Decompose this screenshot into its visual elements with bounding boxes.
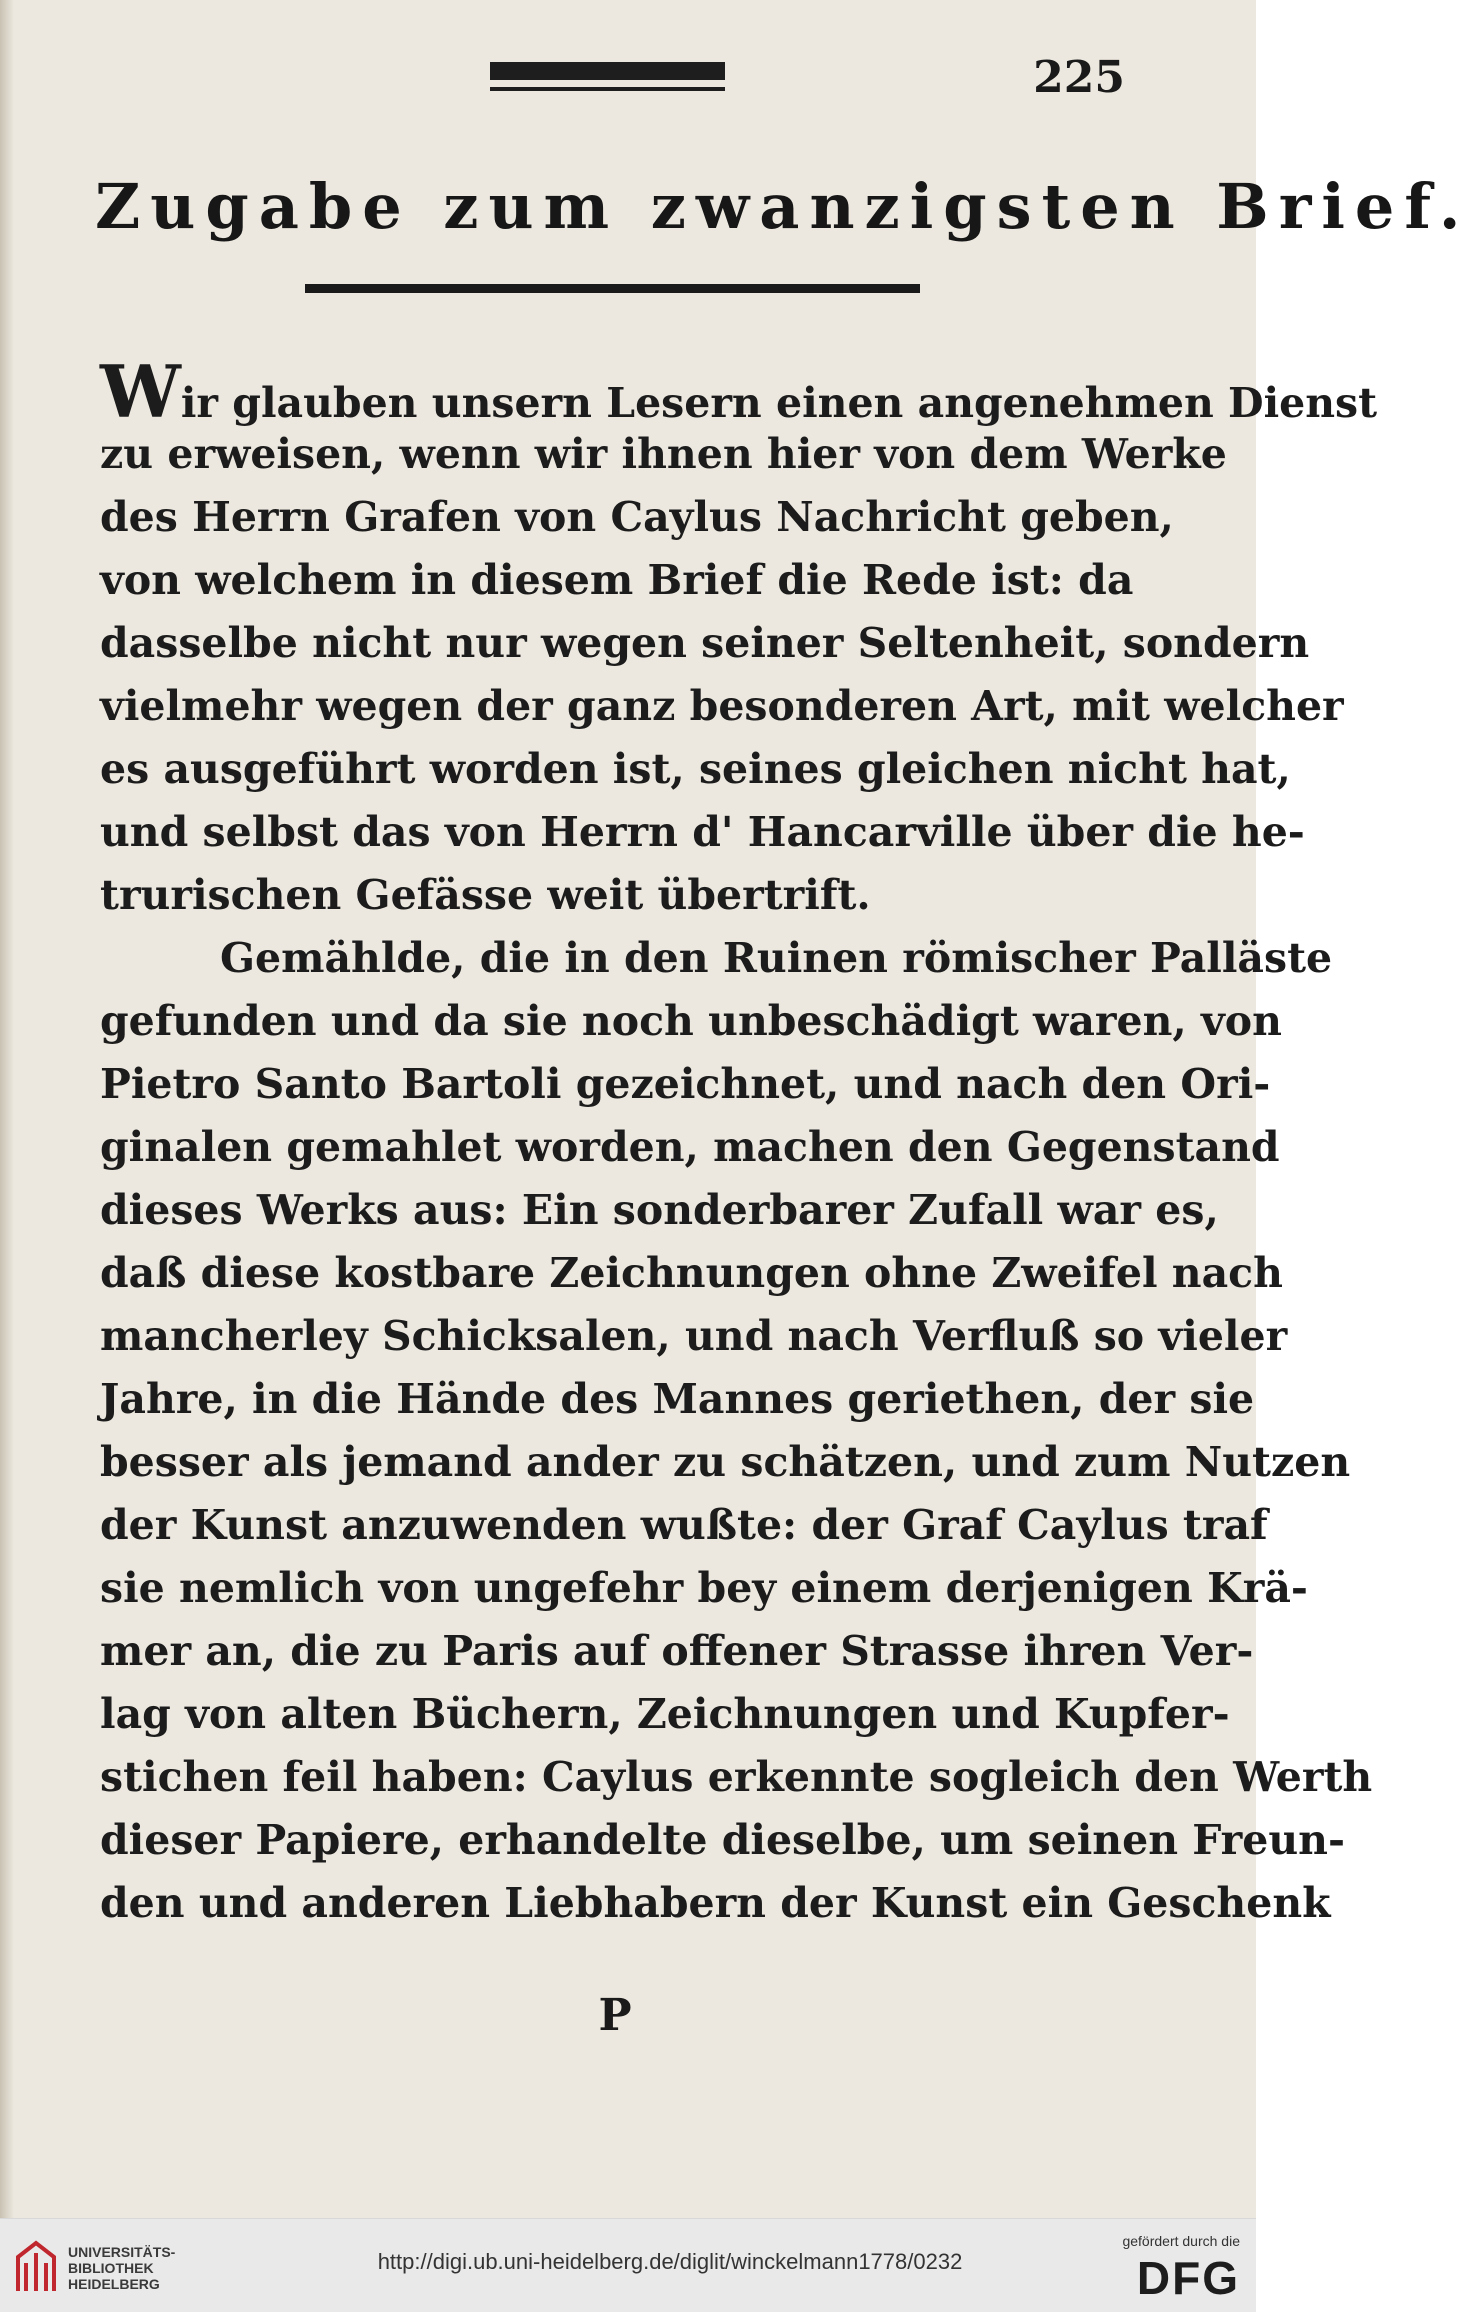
body-text <box>100 349 1378 1935</box>
text-line: lag von alten Büchern, Zeichnungen und Kupfer- <box>100 1690 1230 1738</box>
text-line: zu erweisen, wenn wir ihnen hier von dem Werke <box>100 430 1227 478</box>
text-line: Wir glauben unsern Lesern einen angenehmen Dienst <box>100 349 1378 434</box>
permalink-url[interactable]: http://digi.ub.uni-heidelberg.de/diglit/winckelmann1778/0232 <box>377 2249 963 2274</box>
ornament-thick-rule <box>490 62 725 80</box>
page-number: 225 <box>1033 52 1125 103</box>
text-line: von welchem in diesem Brief die Rede ist: da <box>100 556 1134 604</box>
chapter-title: Zugabe zum zwanzigsten Brief. <box>95 170 1470 243</box>
text-line: mancherley Schicksalen, und nach Verfluß so vieler <box>100 1312 1288 1360</box>
library-name-line: BIBLIOTHEK <box>68 2260 154 2276</box>
text-line: trurischen Gefässe weit übertrift. <box>100 871 871 919</box>
text-line: ginalen gemahlet worden, machen den Gegenstand <box>100 1123 1280 1171</box>
text-line: besser als jemand ander zu schätzen, und zum Nutzen <box>100 1438 1351 1486</box>
funding-caption: gefördert durch die <box>1122 2233 1240 2249</box>
text-line: des Herrn Grafen von Caylus Nachricht geben, <box>100 493 1174 541</box>
text-line: Pietro Santo Bartoli gezeichnet, und nach den Ori- <box>100 1060 1271 1108</box>
text-line: stichen feil haben: Caylus erkennte sogleich den Werth <box>100 1753 1373 1801</box>
text-line: sie nemlich von ungefehr bey einem derjenigen Krä- <box>100 1564 1308 1612</box>
text-line: dieser Papiere, erhandelte dieselbe, um seinen Freun- <box>100 1816 1345 1864</box>
title-rule <box>305 284 920 293</box>
library-name-line: HEIDELBERG <box>68 2276 160 2292</box>
footer-bar <box>0 2218 1256 2312</box>
text-line: vielmehr wegen der ganz besonderen Art, mit welcher <box>100 682 1344 730</box>
text-line: der Kunst anzuwenden wußte: der Graf Caylus traf <box>100 1501 1268 1549</box>
text-line: den und anderen Liebhabern der Kunst ein Geschenk <box>100 1879 1331 1927</box>
header-ornament <box>490 56 725 96</box>
text-line: Jahre, in die Hände des Mannes geriethen, der sie <box>100 1375 1255 1423</box>
text-line: mer an, die zu Paris auf offener Strasse ihren Ver- <box>100 1627 1254 1675</box>
library-name-line: UNIVERSITÄTS- <box>68 2244 176 2260</box>
text-line: dasselbe nicht nur wegen seiner Seltenheit, sondern <box>100 619 1310 667</box>
text-line: gefunden und da sie noch unbeschädigt waren, von <box>100 997 1282 1045</box>
text-line: und selbst das von Herrn d' Hancarville über die he- <box>100 808 1305 856</box>
text-line: dieses Werks aus: Ein sonderbarer Zufall war es, <box>100 1186 1219 1234</box>
library-name <box>68 2244 178 2292</box>
library-logo-icon <box>14 2239 60 2295</box>
ornament-thin-rule <box>490 87 725 91</box>
dfg-logo: DFG <box>1136 2252 1240 2304</box>
text-line: Gemählde, die in den Ruinen römischer Palläste <box>220 934 1333 982</box>
text-line: es ausgeführt worden ist, seines gleichen nicht hat, <box>100 745 1291 793</box>
text-line: daß diese kostbare Zeichnungen ohne Zweifel nach <box>100 1249 1283 1297</box>
catchword: P <box>598 1990 632 2041</box>
